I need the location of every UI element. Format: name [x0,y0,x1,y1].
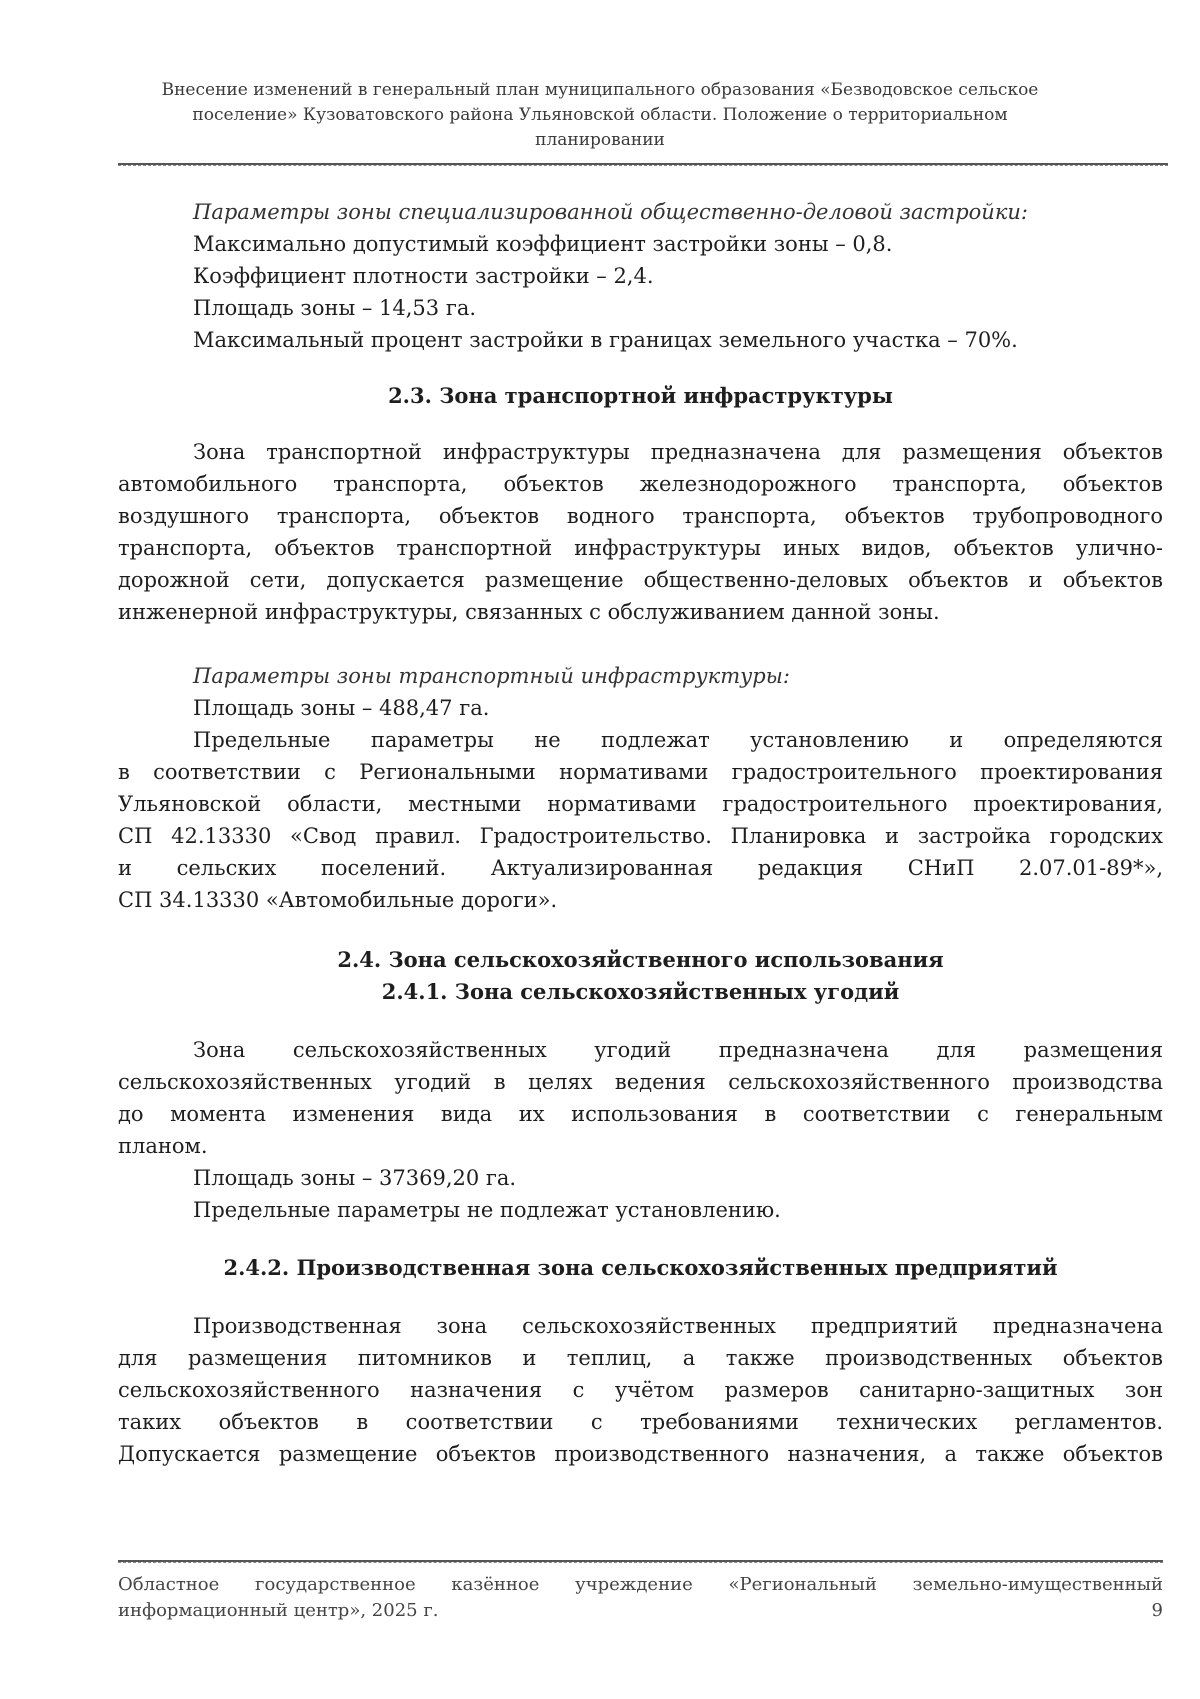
paragraph-line: инженерной инфраструктуры, связанных с обслуживанием данной зоны. [118,600,940,624]
paragraph-line: сельскохозяйственных угодий в целях ведения сельскохозяйственного производства [118,1070,1163,1094]
header-divider [118,163,1168,166]
paragraph-line: Производственная зона сельскохозяйственных предприятий предназначена [193,1314,1163,1338]
paragraph-line: Зона сельскохозяйственных угодий предназначена для размещения [193,1038,1163,1062]
params-specialized-line: Максимальный процент застройки в границах земельного участка – 70%. [193,328,1018,352]
footer-line-1: Областное государственное казённое учреждение «Региональный земельно-имущественный [118,1574,1163,1595]
paragraph-line: до момента изменения вида их использования в соответствии с генеральным [118,1102,1163,1126]
paragraph-line: Предельные параметры не подлежат установлению и определяются [193,728,1163,752]
paragraph-line: Ульяновской области, местными нормативами градостроительного проектирования, [118,792,1163,816]
paragraph-line: СП 34.13330 «Автомобильные дороги». [118,888,558,912]
params-specialized-line: Максимально допустимый коэффициент застройки зоны – 0,8. [193,232,893,256]
paragraph-line: для размещения питомников и теплиц, а также производственных объектов [118,1346,1163,1370]
header-line-3: планировании [535,130,665,150]
header-line-1: Внесение изменений в генеральный план муниципального образования «Безводовское сельское [161,80,1039,100]
paragraph-line: и сельских поселений. Актуализированная редакция СНиП 2.07.01-89*», [118,856,1163,880]
section-2-3-heading: 2.3. Зона транспортной инфраструктуры [388,383,893,408]
params-specialized-line: Площадь зоны – 14,53 га. [193,296,477,320]
page-header [120,78,1080,153]
paragraph-line: сельскохозяйственного назначения с учётом размеров санитарно-защитных зон [118,1378,1163,1402]
paragraph-line: Зона транспортной инфраструктуры предназначена для размещения объектов [193,440,1163,464]
section-2-4-heading: 2.4. Зона сельскохозяйственного использования [337,947,944,972]
header-line-2: поселение» Кузоватовского района Ульяновской области. Положение о территориальном [192,105,1008,125]
paragraph-line: транспорта, объектов транспортной инфраструктуры иных видов, объектов улично- [118,536,1163,560]
transport-area: Площадь зоны – 488,47 га. [193,696,490,720]
paragraph-line: таких объектов в соответствии с требованиями технических регламентов. [118,1410,1163,1434]
agri-area: Площадь зоны – 37369,20 га. [193,1166,517,1190]
section-2-4-1-heading: 2.4.1. Зона сельскохозяйственных угодий [381,979,900,1004]
params-transport-title: Параметры зоны транспортный инфраструктуры: [193,664,790,688]
section-2-4-2-heading: 2.4.2. Производственная зона сельскохозяйственных предприятий [223,1255,1058,1280]
page-number: 9 [1151,1600,1163,1621]
agri-limits: Предельные параметры не подлежат установлению. [193,1198,781,1222]
page-footer [118,1572,1163,1624]
params-specialized-title: Параметры зоны специализированной общественно-деловой застройки: [193,200,1028,224]
params-specialized-line: Коэффициент плотности застройки – 2,4. [193,264,654,288]
paragraph-line: автомобильного транспорта, объектов железнодорожного транспорта, объектов [118,472,1163,496]
paragraph-line: дорожной сети, допускается размещение общественно-деловых объектов и объектов [118,568,1163,592]
paragraph-line: СП 42.13330 «Свод правил. Градостроительство. Планировка и застройка городских [118,824,1163,848]
paragraph-line: Допускается размещение объектов производственного назначения, а также объектов [118,1442,1163,1466]
paragraph-line: воздушного транспорта, объектов водного транспорта, объектов трубопроводного [118,504,1163,528]
paragraph-line: в соответствии с Региональными нормативами градостроительного проектирования [118,760,1163,784]
footer-line-2: информационный центр», 2025 г. [118,1600,439,1621]
paragraph-line: планом. [118,1134,208,1158]
footer-divider [118,1560,1163,1563]
